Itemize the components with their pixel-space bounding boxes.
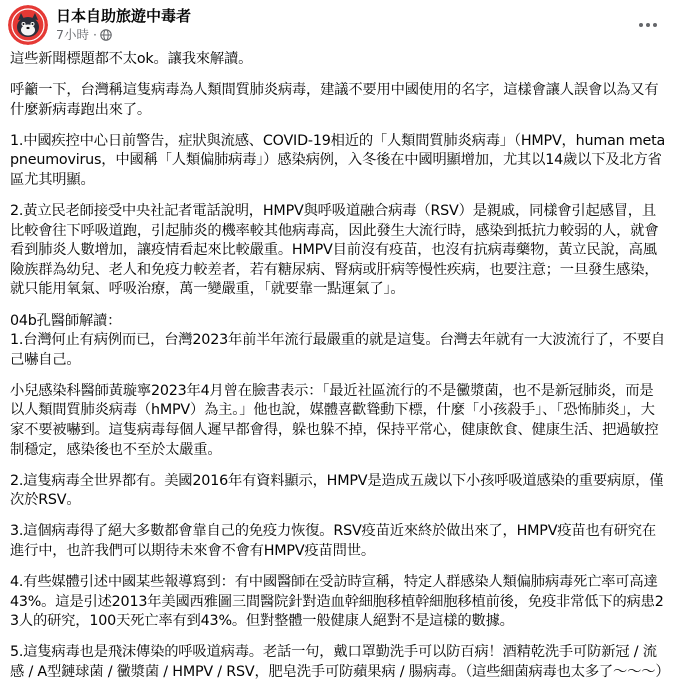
post-paragraph: 呼籲一下，台灣稱這隻病毒為人類間質肺炎病毒，建議不要用中國使用的名字，這樣會讓人誤會以為又有什麼新病毒跑出來了。 (10, 82, 659, 118)
more-dots-icon (638, 22, 658, 28)
separator-dot: · (92, 27, 97, 42)
post-subline (56, 27, 191, 43)
post-paragraph: 5.這隻病毒也是飛沫傳染的呼吸道病毒。老話一句，戴口罩勤洗手可以防百病！酒精乾洗手可防新冠 / 流感 / A型鏈球菌 / 黴漿菌 / HMPV / RSV，肥皂洗手可防蘋果病 / 腸病毒。（這些細菌病毒也太多了～～～） (10, 644, 670, 680)
avatar-icon (8, 5, 48, 45)
globe-icon (100, 29, 112, 41)
post-header (10, 0, 666, 50)
post-paragraph: 2.黃立民老師接受中央社記者電話說明，HMPV與呼吸道融合病毒（RSV）是親戚，同樣會引起感冒，且比較會往下呼吸道跑，引起肺炎的機率較其他病毒高，因此發生大流行時，感染到抵抗力較弱的人，就會看到肺炎人數增加，讓疫情看起來比較嚴重。HMPV目前沒有疫苗，也沒有抗病毒藥物，黃立民說，高風險族群為幼兒、老人和免疫力較差者，若有糖尿病、腎病或肝病等慢性疾病，也要注意；一旦發生感染，就只能用氧氣、呼吸治療，萬一變嚴重，「就要靠一點運氣了」。 (10, 203, 659, 298)
post-body (10, 50, 670, 683)
post-paragraph: 這些新聞標題都不太ok。讓我來解讀。 (10, 51, 253, 67)
page-avatar[interactable] (8, 5, 48, 45)
post-paragraph: 3.這個病毒得了絕大多數都會靠自己的免疫力恢復。RSV疫苗近來終於做出來了，HMPV疫苗也有研究在進行中，也許我們可以期待未來會不會有HMPV疫苗問世。 (10, 523, 656, 559)
post-paragraph: 4.有些媒體引述中國某些報導寫到：有中國醫師在受訪時宣稱，特定人群感染人類偏肺病毒死亡率可高達43%。這是引述2013年美國西雅圖三間醫院針對造血幹細胞移植幹細胞移植前後，免疫非常低下的病患23人的研究，100天死亡率有到43%。但對整體一般健康人絕對不是這樣的數據。 (10, 574, 664, 630)
post-paragraph: 1.台灣何止有病例而已，台灣2023年前半年流行最嚴重的就是這隻。台灣去年就有一大波流行了，不要自己嚇自己。 (10, 332, 665, 368)
post-paragraph: 04b孔醫師解讀： (10, 312, 122, 329)
more-options-button[interactable] (630, 12, 666, 38)
post-paragraph: 1.中國疾控中心日前警告，症狀與流感、COVID-19相近的「人類間質肺炎病毒」（HMPV，human metapneumovirus，中國稱「人類偏肺病毒」）感染病例，入冬後在中國明顯增加，尤其以14歲以下及北方省區尤其明顯。 (10, 132, 666, 188)
post-paragraph: 小兒感染科醫師黃璇寧2023年4月曾在臉書表示：「最近社區流行的不是黴漿菌，也不是新冠肺炎，而是以人類間質肺炎病毒（hMPV）為主。」他也說，媒體喜歡聳動下標，什麼「小孩殺手」、「恐怖肺炎」，大家不要被嚇到。這隻病毒每個人遲早都會得，躲也躲不掉，保持平常心，健康飲食、健康生活、把過敏控制穩定，感染後也不至於太嚴重。 (10, 382, 659, 458)
post-timestamp[interactable]: 7小時 (56, 27, 89, 42)
post-paragraph: 2.這隻病毒全世界都有。美國2016年有資料顯示，HMPV是造成五歲以下小孩呼吸道感染的重要病原，僅次於RSV。 (10, 472, 664, 509)
post-meta (56, 7, 191, 43)
page-name-link[interactable]: 日本自助旅遊中毒者 (56, 7, 192, 25)
